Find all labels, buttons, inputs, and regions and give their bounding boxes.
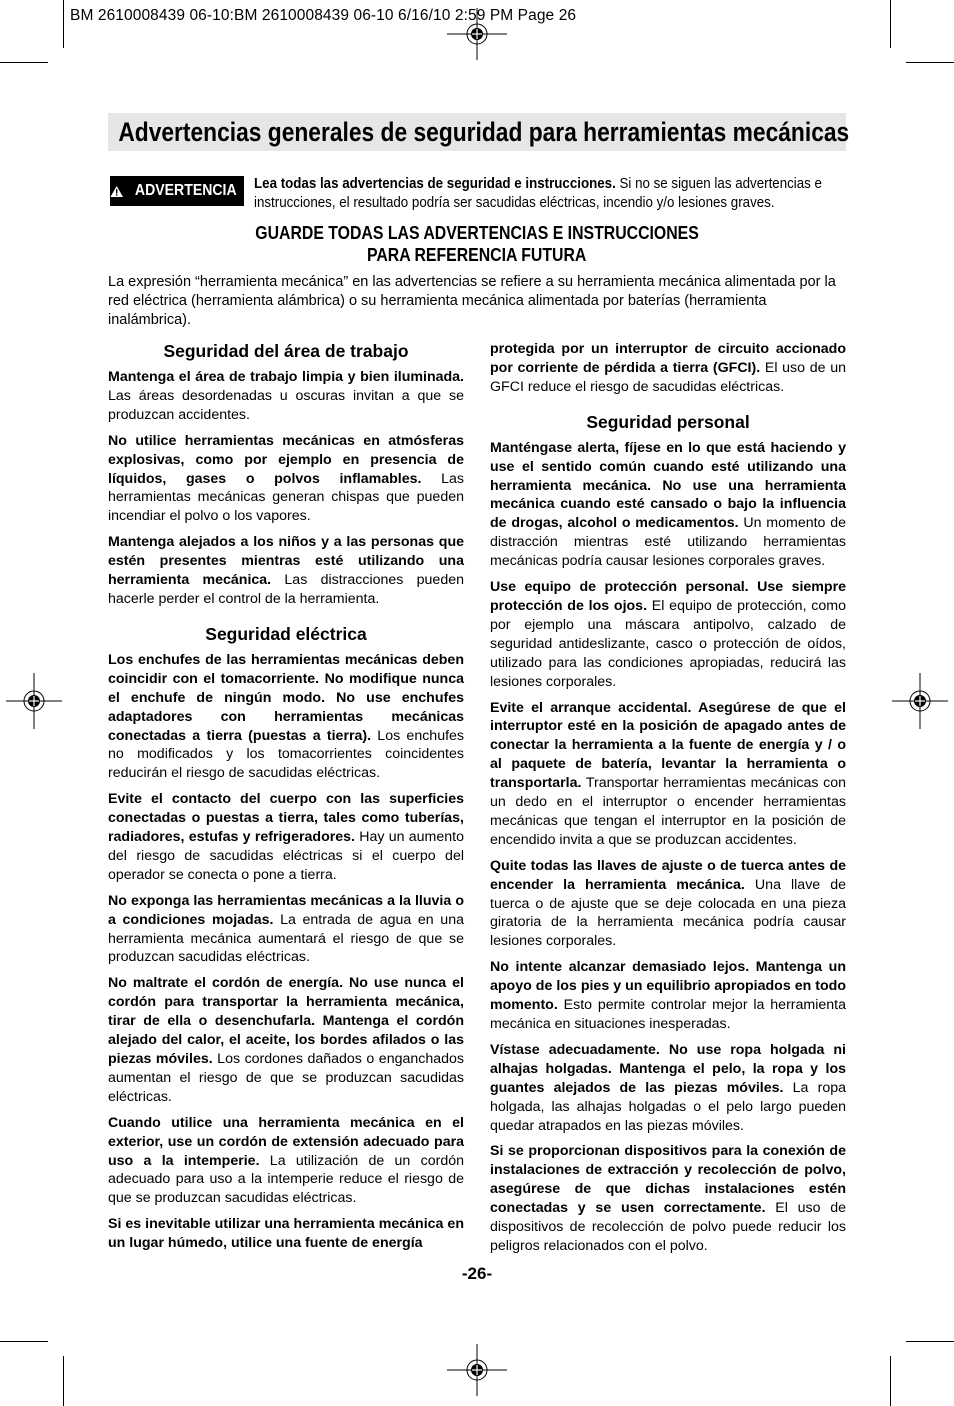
paragraph bbox=[108, 1114, 464, 1209]
paragraph-bold: Manténgase alerta, fíjese en lo que está haciendo y use el sentido común cuando esté utilizando una herramienta mecánica. No use una herramienta mecánica cuando esté cansado o bajo la influencia de drogas, alcohol o medicamentos. bbox=[490, 439, 846, 532]
paragraph-bold: Vístase adecuadamente. No use ropa holgada ni alhajas holgadas. Mantenga el pelo, la ropa y los guantes alejados de las piezas móviles. bbox=[490, 1041, 846, 1096]
paragraph bbox=[108, 892, 464, 968]
paragraph-text: Esto permite controlar mejor la herramienta mecánica en situaciones inesperadas. bbox=[490, 997, 846, 1032]
paragraph-text: Las distracciones pueden hacerle perder el control de la herramienta. bbox=[108, 572, 464, 607]
paragraph-text: El uso de dispositivos de recolección de polvo puede reducir los peligros relacionados con el polvo. bbox=[490, 1200, 846, 1254]
paragraph bbox=[490, 578, 846, 691]
paragraph-text: Hay un aumento del riesgo de sacudidas eléctricas si el cuerpo del operador se conecta o pone a tierra. bbox=[108, 829, 464, 883]
crop-mark-top-left-h bbox=[0, 62, 48, 63]
crop-mark-top-left-v bbox=[63, 0, 64, 48]
paragraph-text: La ropa holgada, las alhajas holgadas o el pelo largo pueden quedar atrapados en las piezas móviles. bbox=[490, 1079, 847, 1134]
paragraph bbox=[490, 857, 846, 952]
warning-label: ADVERTENCIA bbox=[135, 182, 238, 199]
paragraph-text: Las herramientas mecánicas generan chispas que pueden incendiar el polvo o los vapores. bbox=[108, 470, 464, 525]
paragraph-bold: Los enchufes de las herramientas mecánicas deben coincidir con el tomacorriente. No modifique nunca el enchufe de ningún modo. No use enchufes adaptadores con herramientas mecánicas conectadas a tierra (puestas a tierra). bbox=[108, 651, 464, 744]
paragraph-text: Las áreas desordenadas u oscuras invitan a que se produzcan accidentes. bbox=[108, 387, 464, 423]
paragraph-text: Una llave de tuerca o de ajuste que se deje colocada en una pieza giratoria de la herramienta mecánica podría causar lesiones corporales. bbox=[490, 876, 847, 950]
paragraph bbox=[108, 974, 464, 1106]
warning-text bbox=[254, 175, 850, 213]
warning-triangle-icon bbox=[110, 184, 123, 199]
crop-mark-bottom-left-h bbox=[0, 1341, 48, 1342]
section-heading-personal: Seguridad personal bbox=[586, 411, 750, 432]
crop-mark-bottom-right-h bbox=[906, 1341, 954, 1342]
page-number: -26- bbox=[461, 1264, 493, 1283]
paragraph bbox=[490, 1041, 846, 1136]
crop-mark-top-right-v bbox=[890, 0, 891, 48]
paragraph bbox=[108, 790, 464, 885]
registration-mark-bottom-icon bbox=[447, 1344, 507, 1396]
paragraph bbox=[490, 699, 846, 850]
paragraph-text: Un momento de distracción mientras esté utilizando herramientas mecánicas podría causar lesiones corporales graves. bbox=[490, 515, 846, 570]
registration-mark-right-icon bbox=[892, 673, 948, 729]
section-heading-work-area: Seguridad del área de trabajo bbox=[163, 341, 409, 361]
paragraph-bold: Evite el arranque accidental. Asegúrese de que el interruptor esté en la posición de apagado antes de conectar la herramienta a la fuente de energía y / o al paquete de batería, levantar la herramienta o transportarla. bbox=[490, 699, 846, 792]
paragraph-text: El uso de un GFCI reduce el riesgo de sacudidas eléctricas. bbox=[490, 359, 846, 395]
save-heading-line-1: GUARDE TODAS LAS ADVERTENCIAS E INSTRUCCIONES bbox=[255, 223, 699, 243]
paragraph-bold: Cuando utilice una herramienta mecánica en el exterior, use un cordón de extensión adecuado para uso a la intemperie. bbox=[108, 1114, 464, 1169]
section-heading-electrical: Seguridad eléctrica bbox=[205, 623, 367, 644]
paragraph-text: Transportar herramientas mecánicas con un dedo en el interruptor o encender herramientas mecánicas que tengan el interruptor en la posición de encendido invita a que se produzcan accidentes. bbox=[490, 775, 846, 848]
save-instructions-heading bbox=[108, 222, 846, 266]
paragraph-text: Los cordones dañados o enganchados aumentan el riesgo de que se produzcan sacudidas eléctricas. bbox=[108, 1051, 464, 1105]
paragraph bbox=[108, 651, 464, 783]
paragraph-text: La utilización de un cordón adecuado para uso a la intemperie reduce el riesgo de que se produzcan sacudidas eléctricas. bbox=[108, 1152, 464, 1207]
paragraph bbox=[490, 958, 846, 1034]
paragraph-bold: No intente alcanzar demasiado lejos. Mantenga un apoyo de los pies y un equilibrio apropiados en todo momento. bbox=[490, 959, 846, 1014]
warning-badge bbox=[110, 176, 244, 206]
paragraph-bold: No utilice herramientas mecánicas en atmósferas explosivas, como por ejemplo en presencia de líquidos, gases o polvos inflamables. bbox=[108, 432, 464, 487]
paragraph-bold: Mantenga alejados a los niños y a las personas que estén presentes mientras esté utilizando una herramienta mecánica. bbox=[108, 534, 464, 589]
crop-mark-top-right-h bbox=[906, 62, 954, 63]
paragraph bbox=[108, 432, 464, 527]
paragraph-bold: Si se proporcionan dispositivos para la conexión de instalaciones de extracción y recolección de polvo, asegúrese de que dichas instalaciones estén conectadas y se usen correctamente. bbox=[490, 1143, 846, 1217]
paragraph-bold: Use equipo de protección personal. Use siempre protección de los ojos. bbox=[490, 579, 846, 614]
paragraph-text: El equipo de protección, como por ejemplo una máscara antipolvo, calzado de seguridad antideslizante, casco o protección de oídos, utilizado para las condiciones apropiadas, reducirá las lesiones corporales. bbox=[490, 597, 846, 690]
crop-mark-bottom-left-v bbox=[63, 1356, 64, 1406]
paragraph-bold: No maltrate el cordón de energía. No use nunca el cordón para transportar la herramienta mecánica, tirar de ella o desenchufarla. Mantenga el cordón alejado del calor, el aceite, los bordes afilados o las piezas móviles. bbox=[108, 975, 464, 1067]
print-header: BM 2610008439 06-10:BM 2610008439 06-10 6/16/10 2:59 PM Page 26 bbox=[70, 7, 577, 24]
title-bar bbox=[108, 113, 850, 151]
paragraph bbox=[108, 1215, 464, 1253]
warning-body: Si no se siguen las advertencias e instrucciones, el resultado podría ser sacudidas eléctricas, incendio y/o lesiones graves. bbox=[254, 176, 822, 211]
paragraph-bold: Evite el contacto del cuerpo con las superficies conectadas o puestas a tierra, tales como tuberías, radiadores, estufas y refrigeradores. bbox=[108, 791, 464, 846]
paragraph-bold: Mantenga el área de trabajo limpia y bien iluminada. bbox=[108, 369, 464, 385]
page-title: Advertencias generales de seguridad para herramientas mecánicas bbox=[118, 117, 850, 147]
crop-mark-bottom-right-v bbox=[890, 1356, 891, 1406]
paragraph-text: La entrada de agua en una herramienta mecánica aumentará el riesgo de que se produzcan sacudidas eléctricas. bbox=[108, 911, 464, 966]
registration-mark-left-icon bbox=[6, 673, 62, 729]
warning-bold: Lea todas las advertencias de seguridad e instrucciones. bbox=[254, 176, 616, 192]
registration-mark-top-icon bbox=[447, 8, 507, 60]
paragraph-continued bbox=[490, 340, 846, 397]
paragraph-bold: protegida por un interruptor de circuito accionado por corriente de pérdida a tierra (GFCI). bbox=[490, 341, 846, 376]
left-column bbox=[108, 340, 464, 1260]
paragraph bbox=[108, 368, 464, 425]
intro-paragraph: La expresión “herramienta mecánica” en las advertencias se refiere a su herramienta mecánica alimentada por la red eléctrica (herramienta alámbrica) o su herramienta mecánica alimentada por baterías (herramienta inalámbrica). bbox=[108, 274, 836, 328]
paragraph bbox=[108, 533, 464, 609]
paragraph bbox=[490, 1142, 846, 1255]
paragraph-bold: No exponga las herramientas mecánicas a la lluvia o a condiciones mojadas. bbox=[108, 892, 464, 928]
save-heading-line-2: PARA REFERENCIA FUTURA bbox=[367, 245, 587, 265]
paragraph-bold: Quite todas las llaves de ajuste o de tuerca antes de encender la herramienta mecánica. bbox=[490, 857, 846, 893]
right-column bbox=[490, 340, 846, 1263]
paragraph-text: Los enchufes no modificados y los tomacorrientes coincidentes reducirán el riesgo de sacudidas eléctricas. bbox=[108, 727, 465, 782]
paragraph bbox=[490, 439, 846, 571]
paragraph-bold: Si es inevitable utilizar una herramienta mecánica en un lugar húmedo, utilice una fuente de energía bbox=[108, 1216, 464, 1252]
